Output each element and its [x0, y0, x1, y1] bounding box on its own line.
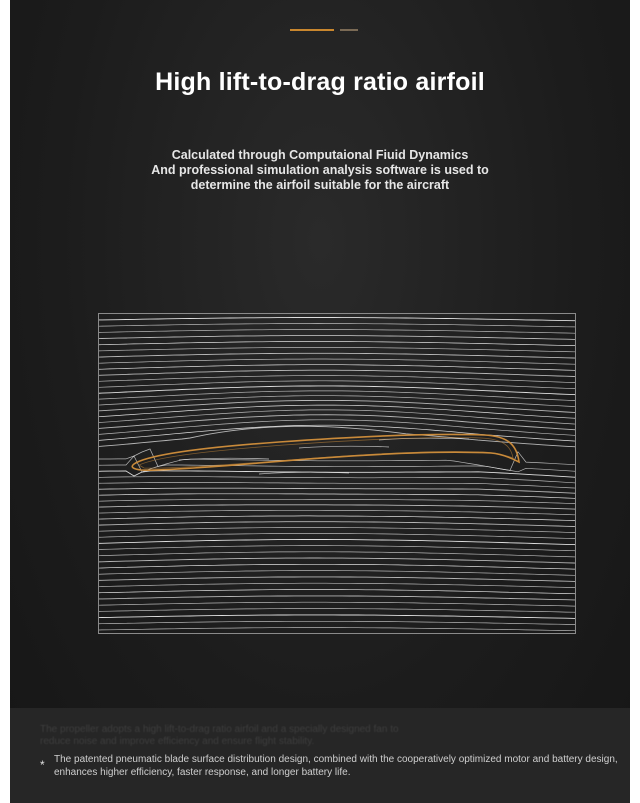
streamline [99, 505, 576, 510]
faded-background-text: The propeller adopts a high lift-to-drag ratio airfoil and a specially designed fan to reduce noise and improve efficiency and ensure flight stability. [40, 724, 399, 747]
streamline [99, 615, 576, 619]
streamline [99, 488, 576, 493]
streamline [99, 376, 576, 383]
streamline [99, 602, 576, 606]
streamline [99, 449, 576, 470]
streamline [99, 522, 576, 527]
streamline [99, 590, 576, 594]
streamline-fragment [259, 472, 349, 474]
streamline [99, 494, 576, 499]
streamline [99, 381, 576, 389]
streamline [99, 571, 576, 576]
streamline [99, 510, 576, 515]
streamline [99, 386, 576, 395]
streamline [99, 564, 576, 569]
feature-note-text: The patented pneumatic blade surface distribution design, combined with the cooperatively optimized motor and battery design, enhances higher efficiency, faster response, and longer battery life. [54, 754, 618, 778]
streamline [99, 583, 576, 588]
streamline [99, 596, 576, 600]
streamline [99, 359, 576, 364]
streamline [99, 336, 576, 340]
subtitle-line-1: Calculated through Computaional Fiuid Dynamics [171, 148, 469, 162]
streamline [99, 324, 576, 328]
streamline [99, 342, 576, 346]
streamline [99, 516, 576, 521]
streamline [99, 330, 576, 334]
asterisk-bullet: * [40, 758, 45, 772]
streamline [99, 577, 576, 582]
streamline [99, 405, 576, 419]
airflow-simulation-figure [98, 313, 576, 634]
streamline [99, 546, 576, 551]
streamline [99, 353, 576, 358]
streamline [99, 540, 576, 545]
streamline [99, 420, 576, 436]
footer-note-panel [10, 708, 630, 803]
subtitle-line-2: And professional simulation analysis software is used to [151, 163, 489, 177]
streamline [99, 628, 576, 631]
streamline [99, 365, 576, 371]
streamline [99, 483, 576, 489]
streamline [99, 499, 576, 504]
streamline [99, 534, 576, 539]
streamline [99, 318, 576, 321]
streamline [99, 609, 576, 613]
streamline [99, 347, 576, 352]
streamline [99, 528, 576, 533]
page-title: High lift-to-drag ratio airfoil [155, 68, 485, 96]
streamline [99, 558, 576, 563]
accent-divider-primary [290, 29, 334, 31]
streamline [99, 552, 576, 557]
feature-note [34, 753, 634, 779]
streamline [99, 400, 576, 412]
page-subtitle [10, 148, 630, 193]
streamline [99, 621, 576, 624]
streamlines-group [99, 318, 576, 631]
streamline-fragment [299, 446, 389, 448]
streamline-plot [99, 314, 576, 634]
accent-divider-secondary [340, 29, 358, 31]
accent-divider [290, 29, 358, 31]
subtitle-line-3: determine the airfoil suitable for the aircraft [190, 178, 450, 192]
